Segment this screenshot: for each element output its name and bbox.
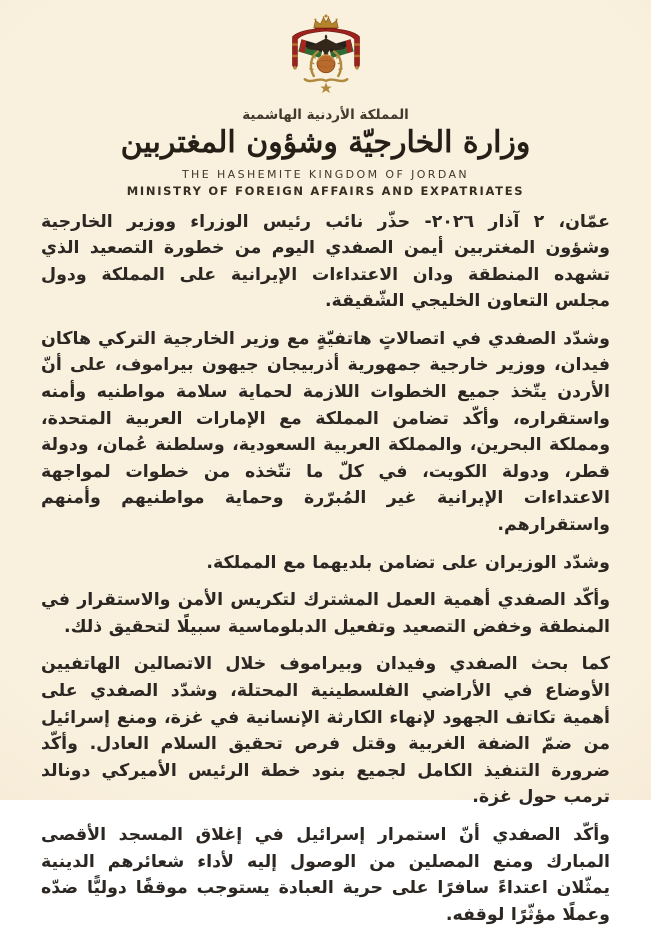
crown-icon bbox=[313, 14, 338, 29]
kingdom-name-english: THE HASHEMITE KINGDOM OF JORDAN bbox=[0, 168, 651, 181]
statement-paragraph-calls: وشدّد الصفدي في اتصالاتٍ هاتفيّةٍ مع وزير الخارجية التركي هاكان فيدان، ووزير خارجية جمهورية أذربيجان جيهون بيراموف، على أنّ الأردن يتّخذ جميع الخطوات اللازمة لحماية سلامة مواطنيه وأمنه واستقراره، وأكّد تضامن المملكة مع الإمارات العربية المتحدة، ومملكة البحرين، والمملكة العربية السعودية، وسلطنة عُمان، ودولة قطر، ودولة الكويت، في كلّ ما تتّخذه من خطوات لمواجهة الاعتداءات الإيرانية غير المُبرّرة وحماية مواطنيهم وأمنهم واستقرارهم. bbox=[41, 326, 610, 539]
kingdom-name-arabic: المملكة الأردنية الهاشمية bbox=[0, 107, 651, 123]
ministry-name-arabic-calligraphy: وزارة الخارجيّة وشؤون المغتربين bbox=[0, 124, 651, 162]
statement-paragraph-joint-work: وأكّد الصفدي أهمية العمل المشترك لتكريس الأمن والاستقرار في المنطقة وخفض التصعيد وتفعيل الدبلوماسية سبيلًا لتحقيق ذلك. bbox=[41, 587, 610, 640]
globe-icon bbox=[317, 55, 335, 73]
ribbon-medal bbox=[304, 79, 346, 93]
ministry-letterhead bbox=[0, 0, 651, 198]
statement-paragraph-aqsa: وأكّد الصفدي أنّ استمرار إسرائيل في إغلاق المسجد الأقصى المبارك ومنع المصلين من الوصول إليه لأداء شعائرهم الدينية يمثّلان اعتداءً سافرًا على حرية العبادة يستوجب موقفًا دوليًّا ضدّه وعملًا مؤثّرًا لوقفه. bbox=[41, 822, 610, 928]
statement-body bbox=[0, 198, 651, 928]
statement-paragraph-palestine: كما بحث الصفدي وفيدان وبيراموف خلال الاتصالين الهاتفيين الأوضاع في الأراضي الفلسطينية المحتلة، وشدّد الصفدي على أهمية تكاتف الجهود لإنهاء الكارثة الإنسانية في غزة، ومنع إسرائيل من ضمّ الضفة الغربية وقتل فرص تحقيق السلام العادل. وأكّد ضرورة التنفيذ الكامل لجميع بنود خطة الرئيس الأميركي دونالد ترمب حول غزة. bbox=[41, 651, 610, 811]
ministry-name-english: MINISTRY OF FOREIGN AFFAIRS AND EXPATRIATES bbox=[0, 184, 651, 198]
jordan-coat-of-arms-icon bbox=[277, 12, 375, 104]
statement-paragraph-dateline: عمّان، ٢ آذار ٢٠٢٦- حذّر نائب رئيس الوزراء ووزير الخارجية وشؤون المغتربين أيمن الصفدي اليوم من خطورة التصعيد الذي تشهده المنطقة ودان الاعتداءات الإيرانية على المملكة ودول مجلس التعاون الخليجي الشّقيقة. bbox=[41, 209, 610, 315]
statement-paragraph-solidarity: وشدّد الوزيران على تضامن بلديهما مع المملكة. bbox=[41, 550, 610, 577]
